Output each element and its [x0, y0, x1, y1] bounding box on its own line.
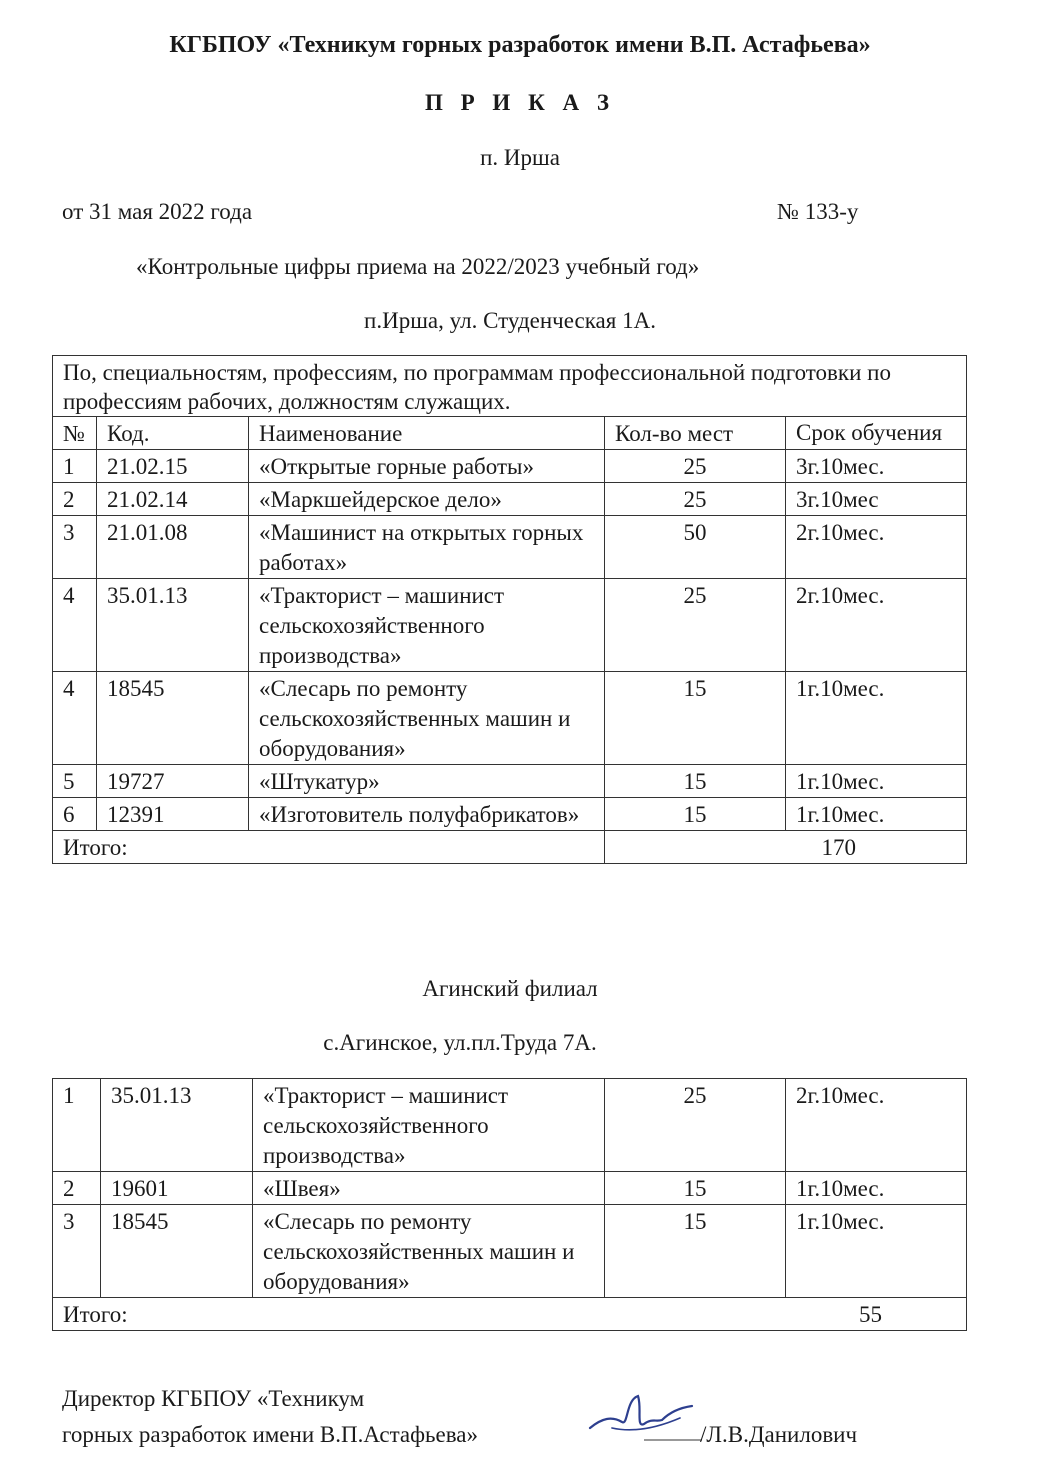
document-place: п. Ирша	[480, 145, 560, 170]
branch-name: Агинский филиал	[422, 976, 598, 1001]
row-name: «Швея»	[253, 1172, 605, 1205]
table-row	[53, 579, 967, 672]
row-places: 15	[605, 1205, 786, 1298]
row-number: 1	[53, 450, 97, 483]
row-places: 15	[605, 798, 786, 831]
main-address: п.Ирша, ул. Студенческая 1А.	[364, 308, 656, 333]
total-value: 55	[605, 1298, 967, 1331]
admission-table-main	[52, 355, 967, 864]
signatory-name: /Л.В.Данилович	[700, 1422, 858, 1447]
document-type: П Р И К А З	[424, 90, 615, 115]
row-places: 25	[605, 1079, 786, 1172]
row-name: «Изготовитель полуфабрикатов»	[249, 798, 605, 831]
table-caption-row	[53, 356, 967, 417]
admission-table-branch	[52, 1078, 967, 1331]
row-places: 25	[605, 450, 786, 483]
total-value: 170	[605, 831, 967, 864]
row-places: 15	[605, 765, 786, 798]
organization-title: КГБПОУ «Техникум горных разработок имени В.П. Астафьева»	[169, 32, 871, 58]
row-places: 25	[605, 579, 786, 672]
row-name: «Машинист на открытых горных работах»	[249, 516, 605, 579]
row-term: 1г.10мес.	[786, 798, 967, 831]
row-term: 1г.10мес.	[786, 1172, 967, 1205]
table-row	[53, 672, 967, 765]
row-code: 18545	[97, 672, 249, 765]
table-total-row	[53, 1298, 967, 1331]
table-row	[53, 1079, 967, 1172]
row-term: 1г.10мес.	[786, 672, 967, 765]
table-row	[53, 450, 967, 483]
signatory-title-line1: Директор КГБПОУ «Техникум	[62, 1386, 365, 1411]
handwritten-signature	[582, 1388, 702, 1458]
row-name: «Слесарь по ремонту сельскохозяйственных машин и оборудования»	[249, 672, 605, 765]
row-code: 19727	[97, 765, 249, 798]
row-number: 2	[53, 483, 97, 516]
row-term: 1г.10мес.	[786, 1205, 967, 1298]
row-name: «Открытые горные работы»	[249, 450, 605, 483]
row-number: 4	[53, 579, 97, 672]
document-number: № 133-у	[777, 199, 859, 224]
row-places: 50	[605, 516, 786, 579]
signatory-title-line2: горных разработок имени В.П.Астафьева»	[62, 1422, 478, 1447]
row-number: 1	[53, 1079, 101, 1172]
column-header-places: Кол-во мест	[605, 417, 786, 450]
row-term: 3г.10мес	[786, 483, 967, 516]
row-number: 3	[53, 1205, 101, 1298]
table-row	[53, 483, 967, 516]
row-name: «Штукатур»	[249, 765, 605, 798]
row-places: 15	[605, 672, 786, 765]
branch-address: с.Агинское, ул.пл.Труда 7А.	[323, 1030, 597, 1055]
column-header-name: Наименование	[249, 417, 605, 450]
row-number: 5	[53, 765, 97, 798]
row-name: «Слесарь по ремонту сельскохозяйственных машин и оборудования»	[253, 1205, 605, 1298]
table-row	[53, 1205, 967, 1298]
table-row	[53, 1172, 967, 1205]
row-code: 35.01.13	[97, 579, 249, 672]
row-number: 3	[53, 516, 97, 579]
row-code: 12391	[97, 798, 249, 831]
table-row	[53, 765, 967, 798]
row-number: 6	[53, 798, 97, 831]
row-term: 2г.10мес.	[786, 516, 967, 579]
row-term: 1г.10мес.	[786, 765, 967, 798]
row-number: 4	[53, 672, 97, 765]
row-term: 2г.10мес.	[786, 1079, 967, 1172]
table-total-row	[53, 831, 967, 864]
row-name: «Тракторист – машинист сельскохозяйственного производства»	[253, 1079, 605, 1172]
table-row	[53, 798, 967, 831]
total-label: Итого:	[53, 831, 605, 864]
row-code: 35.01.13	[101, 1079, 253, 1172]
row-term: 3г.10мес.	[786, 450, 967, 483]
row-code: 21.02.15	[97, 450, 249, 483]
row-code: 19601	[101, 1172, 253, 1205]
row-name: «Маркшейдерское дело»	[249, 483, 605, 516]
row-term: 2г.10мес.	[786, 579, 967, 672]
table-caption: По, специальностям, профессиям, по программам профессиональной подготовки по профессиям рабочих, должностям служащих.	[53, 356, 967, 417]
row-name: «Тракторист – машинист сельскохозяйственного производства»	[249, 579, 605, 672]
row-number: 2	[53, 1172, 101, 1205]
column-header-number: №	[53, 417, 97, 450]
row-code: 18545	[101, 1205, 253, 1298]
document-date: от 31 мая 2022 года	[62, 199, 253, 224]
row-places: 15	[605, 1172, 786, 1205]
row-code: 21.02.14	[97, 483, 249, 516]
document-subject: «Контрольные цифры приема на 2022/2023 учебный год»	[136, 254, 700, 279]
row-places: 25	[605, 483, 786, 516]
column-header-code: Код.	[97, 417, 249, 450]
row-code: 21.01.08	[97, 516, 249, 579]
total-label: Итого:	[53, 1298, 605, 1331]
table-row	[53, 516, 967, 579]
table-header-row	[53, 417, 967, 450]
column-header-term: Срок обучения	[786, 417, 967, 450]
